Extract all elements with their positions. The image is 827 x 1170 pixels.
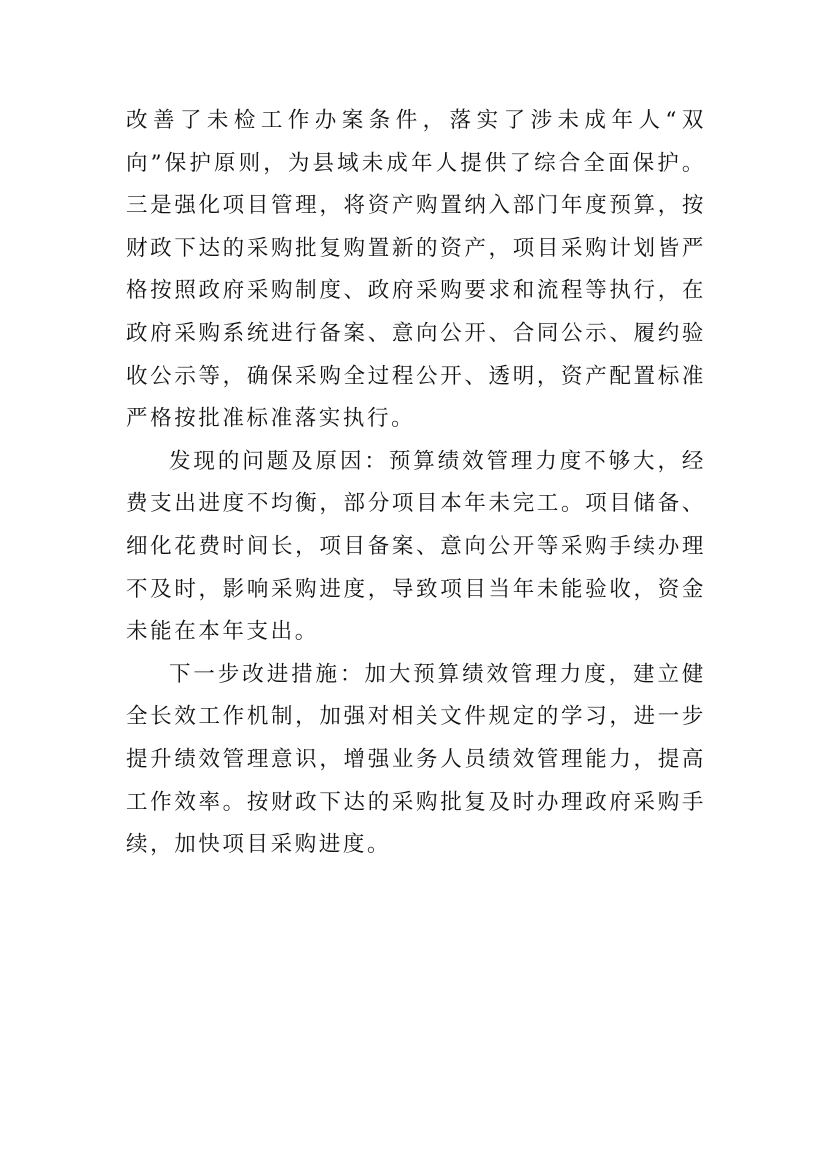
document-body <box>126 100 706 867</box>
paragraph-continuation: 改善了未检工作办案条件，落实了涉未成年人“双向”保护原则，为县域未成年人提供了综合全面保护。三是强化项目管理，将资产购置纳入部门年度预算，按财政下达的采购批复购置新的资产，项目采购计划皆严格按照政府采购制度、政府采购要求和流程等执行，在政府采购系统进行备案、意向公开、合同公示、履约验收公示等，确保采购全过程公开、透明，资产配置标准严格按批准标准落实执行。 <box>126 108 706 432</box>
paragraph-problems-and-causes: 发现的问题及原因：预算绩效管理力度不够大，经费支出进度不均衡，部分项目本年未完工。项目储备、细化花费时间长，项目备案、意向公开等采购手续办理不及时，影响采购进度，导致项目当年未能验收，资金未能在本年支出。 <box>126 448 706 645</box>
paragraph-improvement-measures: 下一步改进措施：加大预算绩效管理力度，建立健全长效工作机制，加强对相关文件规定的学习，进一步提升绩效管理意识，增强业务人员绩效管理能力，提高工作效率。按财政下达的采购批复及时办理政府采购手续，加快项目采购进度。 <box>126 661 706 858</box>
